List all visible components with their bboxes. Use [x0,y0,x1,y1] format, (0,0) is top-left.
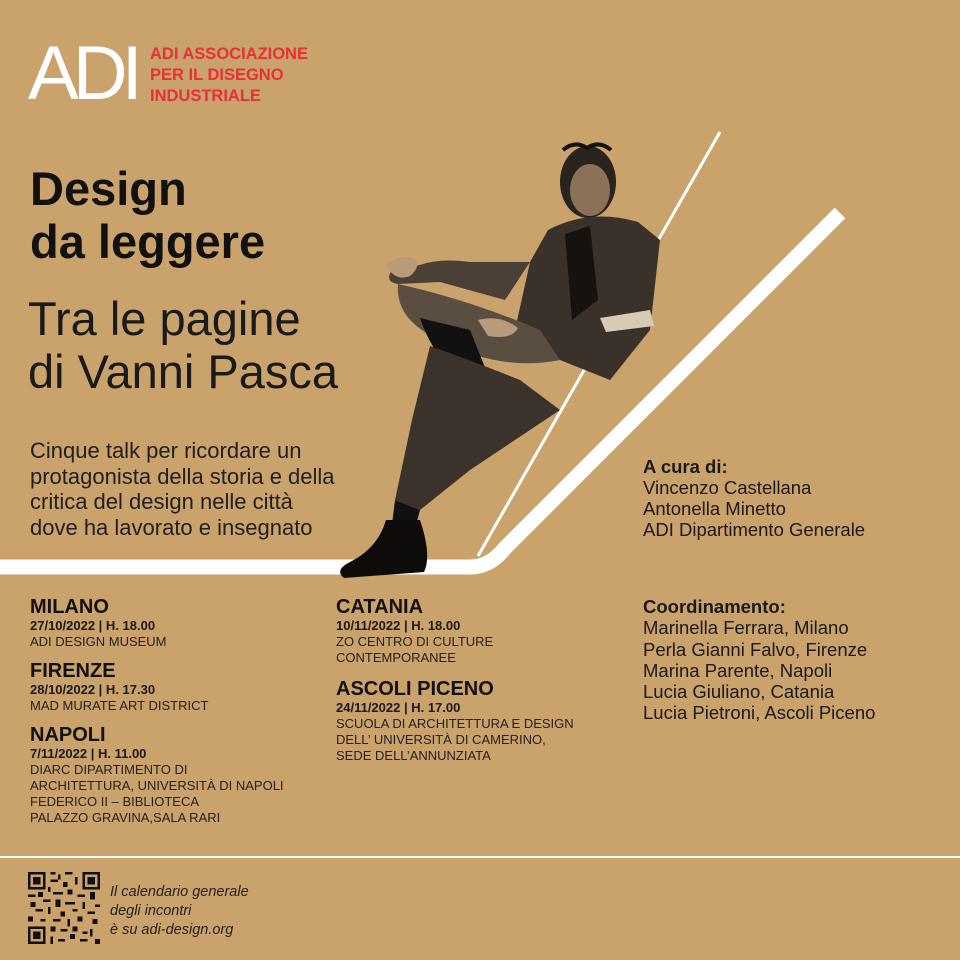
coordinator-name: Marina Parente, Napoli [643,659,833,681]
event-napoli [30,724,284,826]
event-datetime: 27/10/2022 | H. 18.00 [30,618,156,633]
subtitle-line: di Vanni Pasca [28,345,339,398]
event-venue: FEDERICO II – BIBLIOTECA [30,794,200,809]
footer-line: Il calendario generale [110,884,249,900]
event-venue: SCUOLA DI ARCHITETTURA E DESIGN [336,716,574,731]
event-ascoli-piceno [336,678,574,764]
intro-line: Cinque talk per ricordare un [30,438,302,463]
event-catania [336,596,493,666]
event-datetime: 28/10/2022 | H. 17.30 [30,682,156,697]
event-venue: ADI DESIGN MUSEUM [30,634,167,649]
coordinator-name: Marinella Ferrara, Milano [643,617,849,639]
curators-heading: A cura di: [643,456,728,477]
event-venue: CONTEMPORANEE [336,650,456,665]
adi-logo-mark: ADI [28,31,137,116]
footer-divider [0,856,960,858]
event-milano [30,596,167,650]
event-venue: DIARC DIPARTIMENTO DI [30,762,188,777]
event-venue: ZO CENTRO DI CULTURE [336,634,494,649]
main-title-line: Design [30,162,187,215]
footer-line: è su adi-design.org [110,922,234,938]
coordination-block [643,596,875,724]
logo-line: ADI ASSOCIAZIONE [150,45,308,63]
curators-block [643,456,865,540]
main-title [30,162,265,268]
main-title-line: da leggere [30,215,266,268]
event-city: ASCOLI PICENO [336,678,494,700]
logo-line: INDUSTRIALE [150,87,261,105]
intro-line: critica del design nelle città [30,489,293,514]
event-datetime: 7/11/2022 | H. 11.00 [30,746,147,761]
event-venue: SEDE DELL’ANNUNZIATA [336,748,491,763]
coordinator-name: Perla Gianni Falvo, Firenze [643,638,868,660]
footer-note [110,883,249,940]
logo-line: PER IL DISEGNO [150,66,284,84]
event-firenze [30,660,208,714]
intro-line: protagonista della storia e della [30,463,335,489]
qr-code-icon[interactable] [28,872,100,944]
event-venue: PALAZZO GRAVINA,SALA RARI [30,810,221,825]
coordination-heading: Coordinamento: [643,596,786,617]
subtitle-line: Tra le pagine [28,292,301,345]
event-venue: MAD MURATE ART DISTRICT [30,698,209,713]
event-city: NAPOLI [30,724,106,746]
event-city: FIRENZE [30,660,116,682]
event-datetime: 10/11/2022 | H. 18.00 [336,618,461,633]
event-city: CATANIA [336,596,424,618]
coordinator-name: Lucia Giuliano, Catania [643,681,835,703]
adi-logo-text [150,44,308,107]
event-venue: DELL’ UNIVERSITÀ DI CAMERINO, [336,732,546,747]
event-city: MILANO [30,596,109,618]
event-venue: ARCHITETTURA, UNIVERSITÀ DI NAPOLI [30,778,284,793]
curator-name: ADI Dipartimento Generale [643,519,866,540]
event-datetime: 24/11/2022 | H. 17.00 [336,700,461,715]
curator-name: Antonella Minetto [643,498,786,519]
footer-line: degli incontri [110,903,192,919]
subtitle [28,292,338,398]
intro-line: dove ha lavorato e insegnato [30,514,313,540]
curator-name: Vincenzo Castellana [643,477,812,498]
coordinator-name: Lucia Pietroni, Ascoli Piceno [643,702,876,724]
intro-text [30,438,390,540]
